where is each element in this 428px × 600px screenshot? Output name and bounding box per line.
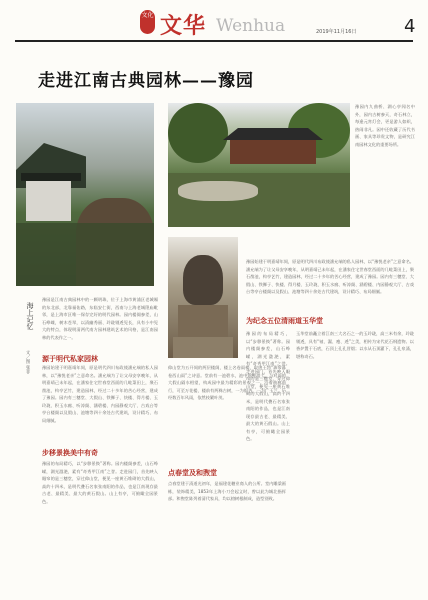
subhead-ming-origin: 源于明代私家园林	[42, 355, 98, 363]
article-headline: 走进江南古典园林——豫园	[38, 71, 254, 91]
garden-courtyard-photo	[16, 103, 154, 286]
body-text-intro: 豫园是江南古典园林中的一颗明珠，位于上海市黄浦区老城厢的东北部，北靠福佑路，东临安仁街，西南与上海老城隍庙毗邻，是上海市区唯一保存完好的明代园林。园内楼阁参差，山石峥嵘，树木苍翠，以清幽秀丽、玲珑剔透见长，具有小中见大的特点，体现明清两代南方园林建筑艺术的风格，是江南园林的代表作之一。	[42, 297, 158, 340]
subhead-scenery: 步移景换美中有奇	[42, 449, 98, 457]
body-text-middle: 仰山堂为五开间的两层楼阁，楼上名卷雨楼，取唐王勃“珠帘暮卷西山雨”之诗意。堂前有一池碧水，池中锦鲤游弋，与对面的大假山隔水相望，构成园中最为精彩的景观之一。沿着曲廊前行，可至万花楼，楼前有两株古树，一为银杏，一为广玉兰，历经数百年风雨，依然枝繁叶茂。	[168, 365, 286, 400]
stone-lion-photo	[168, 237, 238, 358]
body-text-section-1: 豫园始建于明嘉靖年间，原是明代四川布政使潘允端的私人园林，以“豫悦老亲”之意命名。潘允端为了让父母安享晚年，从明嘉靖己未年起，在潘家住宅世春堂西面的几畦菜田上，聚石凿池，构亭艺竹，建造园林，经过二十多年的苦心经营，建成了豫园。园内有三穗堂、大假山、铁狮子、快楼、得月楼、玉玲珑、积玉水廊、听涛阁、涵碧楼、内园静观大厅、古戏台等亭台楼阁以及假山、池塘等四十余处古代建筑，设计精巧、布局细腻。	[42, 365, 158, 423]
masthead-seal: 文化	[140, 10, 155, 34]
body-text-section-2: 豫园的布局精巧，以“步移景换”著称。园内楼阁参差，山石峥嵘，湖光潋滟，素有“奇秀甲江南”之誉。走进园门，首先映入眼帘的是三穗堂，穿过仰山堂，便见一座黄石堆砌的大假山，高约十四米，是明代叠石名家张南阳的作品，也是江南现存最古老、最精美、最大的黄石假山。山上有亭，可俯瞰全园景色。	[42, 461, 158, 504]
column-tag: 海上记忆	[26, 302, 34, 330]
section-title: 文华	[160, 13, 207, 39]
author-byline: 文／图 张非	[25, 350, 30, 374]
body-text-right-top: 豫园内九曲桥、湖心亭闻名中外，园内古树参天，奇石林立，每逢元宵灯会，更是游人如织，热闹非凡。园中还收藏了历代书画、家具等珍贵文物，是研究江南园林文化的重要场所。	[355, 104, 415, 147]
issue-date: 2019年11月16日	[316, 29, 357, 35]
masthead-rule	[15, 40, 413, 42]
body-text-section-4: 玉华堂前矗立着江南三大名石之一的玉玲珑，高三米有余，玲珑剔透，具有“皱、漏、瘦、透”之美，相传为宋代花石纲遗物。以香炉置于石底，石顶上孔孔冒烟；以水从石顶灌下，孔孔泉涌，堪称奇石。	[296, 331, 414, 359]
section-latin-title: Wenhua	[216, 16, 286, 36]
masthead	[0, 0, 428, 46]
pavilion-pond-photo	[168, 103, 350, 227]
body-text-right-mid: 豫园始建于明嘉靖年间，原是明代四川布政使潘允端的私人园林，以“豫悦老亲”之意命名。潘允端为了让父母安享晚年，从明嘉靖己未年起，在潘家住宅世春堂西面的几畦菜田上，聚石凿池，构亭艺竹，建造园林，经过二十多年的苦心经营，建成了豫园。园内有三穗堂、大假山、铁狮子、快楼、得月楼、玉玲珑、积玉水廊、听涛阁、涵碧楼、内园静观大厅、古戏台等亭台楼阁以及假山、池塘等四十余处古代建筑，设计精巧、布局细腻。	[246, 259, 414, 294]
body-text-section-3: 点春堂建于清道光初年，是福建花糖业商人的公所。堂内雕梁画栋，装饰精美，1853年上海小刀会起义时，曾以此为城北指挥部。和煦堂陈列着清代家具，均以榕树根制成，造型别致。	[168, 481, 286, 501]
page-number: 4	[404, 16, 416, 37]
subhead-halls: 点春堂及和煦堂	[168, 469, 217, 477]
body-text-right-lower: 豫园的布局精巧，以“步移景换”著称。园内楼阁参差，山石峥嵘，湖光潋滟，素有“奇秀甲江南”之誉。走进园门，首先映入眼帘的是三穗堂，穿过仰山堂，便见一座黄石堆砌的大假山，高约十四米，是明代叠石名家张南阳的作品，也是江南现存最古老、最精美、最大的黄石假山。山上有亭，可俯瞰全园景色。	[246, 331, 290, 441]
subhead-yuhua-hall: 为纪念五位清雨道玉华堂	[246, 317, 323, 325]
